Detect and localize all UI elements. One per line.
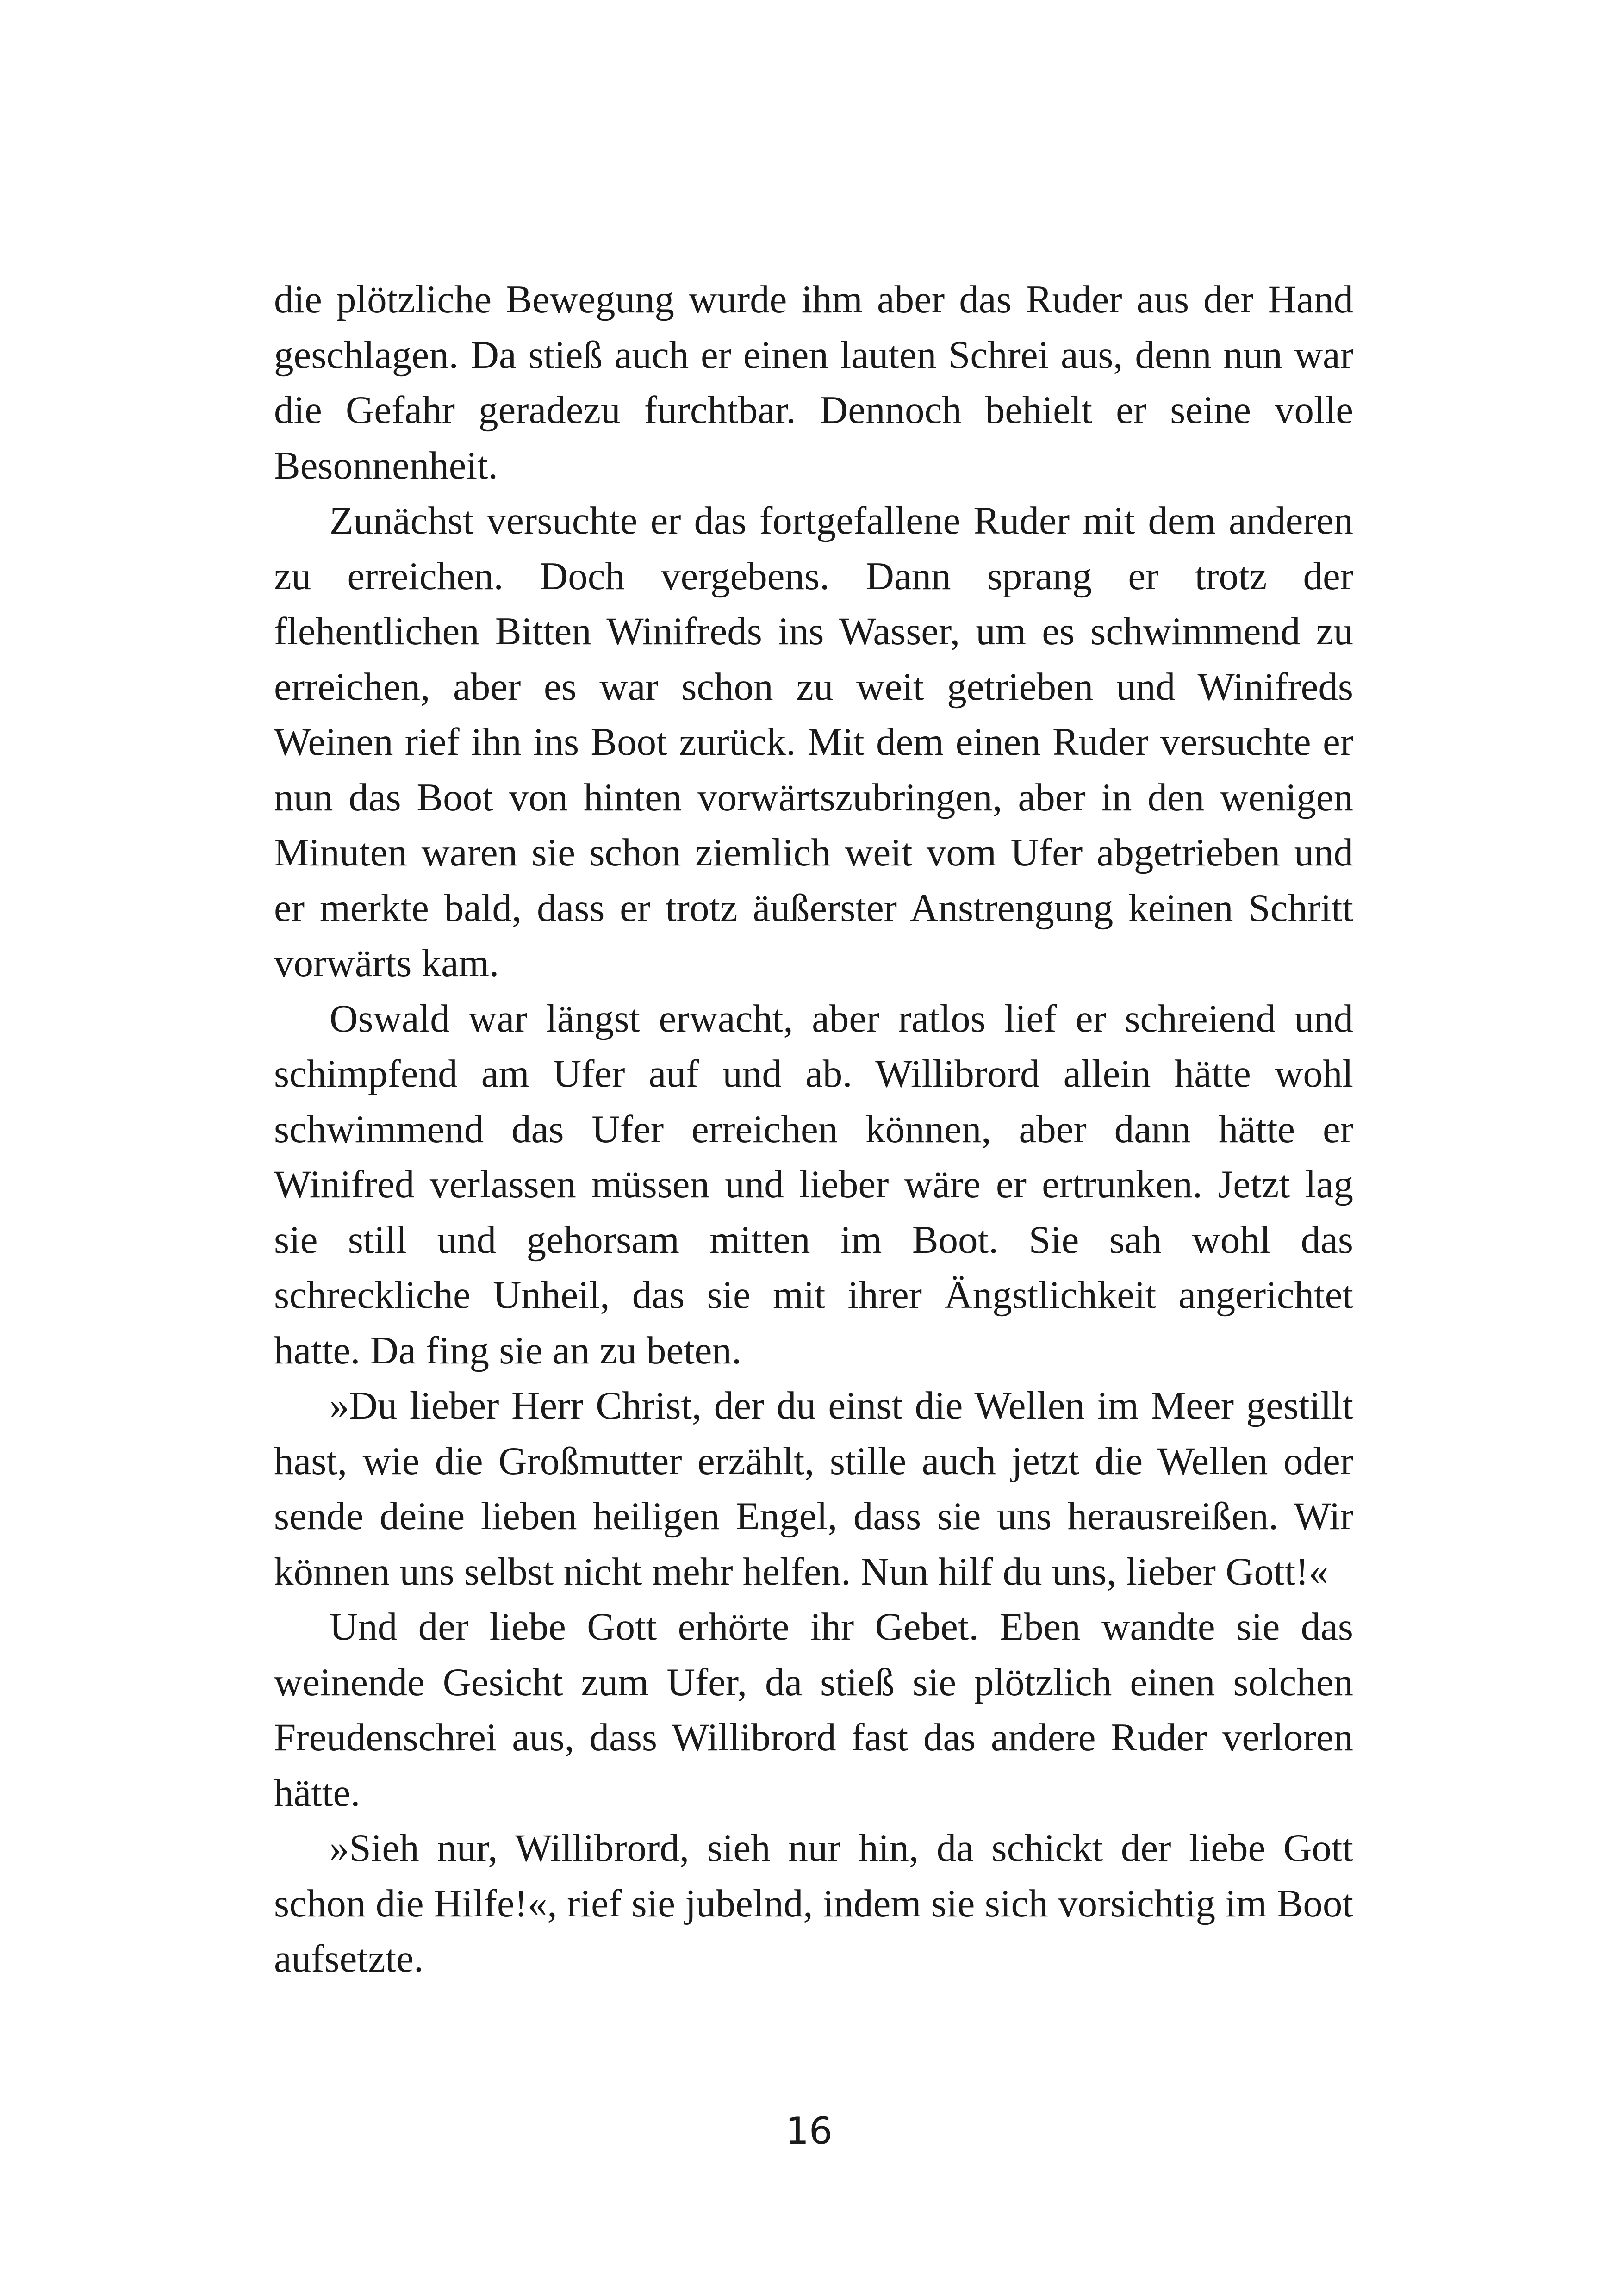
page-number: 16 bbox=[785, 2109, 833, 2153]
body-text bbox=[274, 272, 1353, 1987]
paragraph-3: Oswald war längst erwacht, aber ratlos lief er schreiend und schimpfend am Ufer auf und ab. Willibrord allein hätte wohl schwimmend das Ufer erreichen können, aber dann hätte er Winifred verlassen müssen und lieber wäre er ertrunken. Jetzt lag sie still und gehorsam mitten im Boot. Sie sah wohl das schreckliche Unheil, das sie mit ihrer Ängstlichkeit angerichtet hatte. Da fing sie an zu beten. bbox=[274, 996, 1353, 1372]
paragraph-4: »Du lieber Herr Christ, der du einst die Wellen im Meer gestillt hast, wie die Großmutter erzählt, stille auch jetzt die Wellen oder sende deine lieben heiligen Engel, dass sie uns herausreißen. Wir können uns selbst nicht mehr helfen. Nun hilf du uns, lieber Gott!« bbox=[274, 1384, 1353, 1593]
paragraph-2: Zunächst versuchte er das fortgefallene Ruder mit dem anderen zu erreichen. Doch vergebens. Dann sprang er trotz der flehentlichen Bitten Winifreds ins Wasser, um es schwimmend zu erreichen, aber es war schon zu weit getrieben und Winifreds Weinen rief ihn ins Boot zurück. Mit dem einen Ruder versuchte er nun das Boot von hinten vorwärtszubringen, aber in den wenigen Minuten waren sie schon ziemlich weit vom Ufer abgetrieben und er merkte bald, dass er trotz äußerster Anstrengung keinen Schritt vorwärts kam. bbox=[274, 499, 1353, 985]
paragraph-1: die plötzliche Bewegung wurde ihm aber das Ruder aus der Hand geschlagen. Da stieß auch er einen lauten Schrei aus, denn nun war die Gefahr geradezu furchtbar. Dennoch behielt er seine volle Besonnenheit. bbox=[274, 278, 1353, 487]
paragraph-6: »Sieh nur, Willibrord, sieh nur hin, da schickt der liebe Gott schon die Hilfe!«, rief sie jubelnd, indem sie sich vorsichtig im Boot aufsetzte. bbox=[274, 1826, 1353, 1980]
paragraph-5: Und der liebe Gott erhörte ihr Gebet. Eben wandte sie das weinende Gesicht zum Ufer, da stieß sie plötzlich einen solchen Freudenschrei aus, dass Willibrord fast das andere Ruder verloren hätte. bbox=[274, 1605, 1353, 1815]
